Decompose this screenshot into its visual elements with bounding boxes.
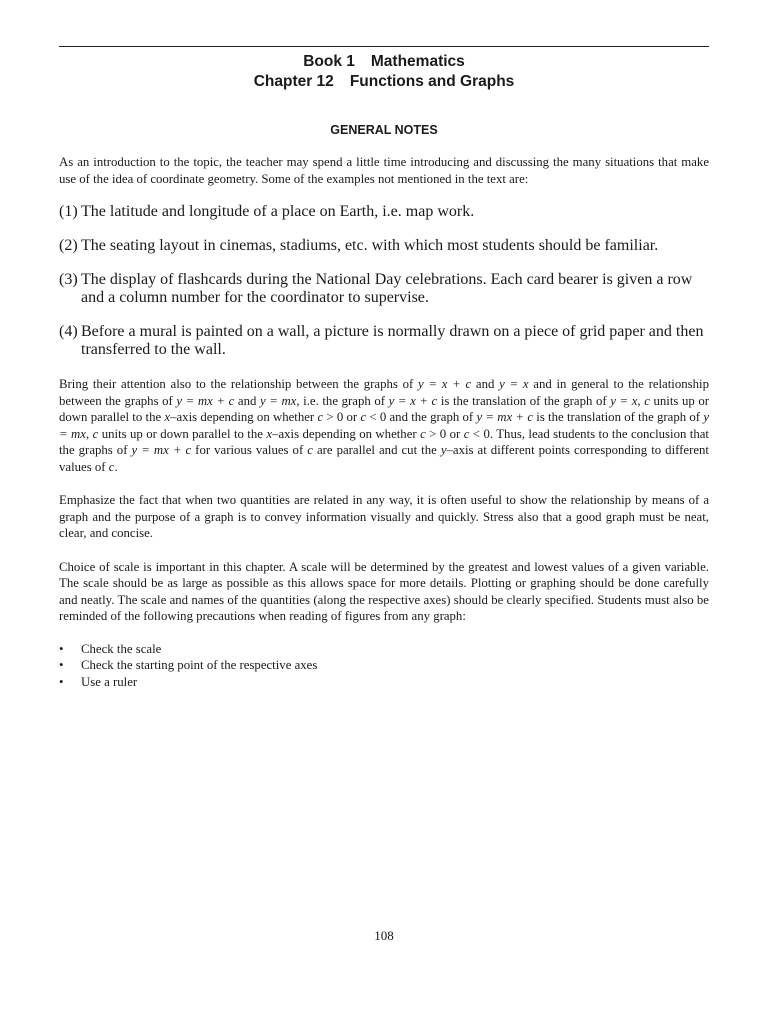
graph-relationship-paragraph: Bring their attention also to the relationship between the graphs of y = x + c and y = x and in general to the relationship between the graphs of y = mx + c and y = mx, i.e. the graph of y = x + c is the translation of the graph of y = x, c units up or down parallel to the x–axis depending on whether c > 0 or c < 0 and the graph of y = mx + c is the translation of the graph of y = mx, c units up or down parallel to the x–axis depending on whether c > 0 or c < 0. Thus, lead students to the conclusion that the graphs of y = mx + c for various values of c are parallel and cut the y–axis at different points corresponding to different values of c. [59, 377, 710, 474]
list-item [59, 271, 709, 307]
item-text: Use a ruler [81, 674, 138, 689]
item-text: The latitude and longitude of a place on Earth, i.e. map work. [81, 203, 475, 220]
item-number: (2) [59, 237, 78, 254]
page-number: 108 [374, 928, 394, 943]
list-item [59, 237, 709, 255]
book-title [59, 52, 709, 72]
item-number: (1) [59, 203, 78, 220]
chapter-name: Functions and Graphs [349, 73, 515, 90]
header-rule [59, 46, 709, 47]
item-text: The seating layout in cinemas, stadiums, etc. with which most students should be familiar. [81, 237, 659, 254]
book-label: Book 1 [303, 53, 355, 70]
subject-label: Mathematics [370, 53, 465, 70]
list-item [59, 641, 709, 658]
item-text: Before a mural is painted on a wall, a picture is normally drawn on a piece of grid paper and then transferred to the wall. [81, 323, 704, 358]
bullet-icon: • [59, 658, 64, 672]
list-item [59, 657, 709, 674]
bullet-icon: • [59, 674, 64, 689]
chapter-title [59, 72, 709, 92]
item-number: (3) [59, 271, 78, 288]
page-body [59, 46, 709, 690]
intro-paragraph: As an introduction to the topic, the teacher may spend a little time introducing and discussing the many situations that make use of the idea of coordinate geometry. Some of the examples not mentioned in the text are: [59, 155, 709, 186]
item-number: (4) [59, 323, 78, 340]
scale-paragraph: Choice of scale is important in this chapter. A scale will be determined by the greatest and lowest values of a given variable. The scale should be as large as possible as this allows space for more details. Plotting or graphing should be done carefully and neatly. The scale and names of the quantities (along the respective axes) should be clearly specified. Students must also be reminded of the following precautions when reading of figures from any graph: [59, 559, 709, 623]
bullet-icon: • [59, 641, 64, 656]
list-item [59, 674, 709, 691]
list-item [59, 203, 709, 221]
emphasize-paragraph: Emphasize the fact that when two quantities are related in any way, it is often useful to show the relationship by means of a graph and the purpose of a graph is to convey information visually and quickly. Stress also that a good graph must be neat, clear, and concise. [59, 493, 709, 540]
item-text: Check the scale [81, 641, 162, 656]
precautions-list [59, 641, 709, 691]
item-text: The display of flashcards during the National Day celebrations. Each card bearer is given a row and a column number for the coordinator to supervise. [81, 271, 693, 306]
section-title: GENERAL NOTES [330, 123, 438, 137]
item-text: Check the starting point of the respective axes [81, 658, 318, 672]
list-item [59, 323, 709, 359]
chapter-label: Chapter 12 [253, 73, 334, 90]
